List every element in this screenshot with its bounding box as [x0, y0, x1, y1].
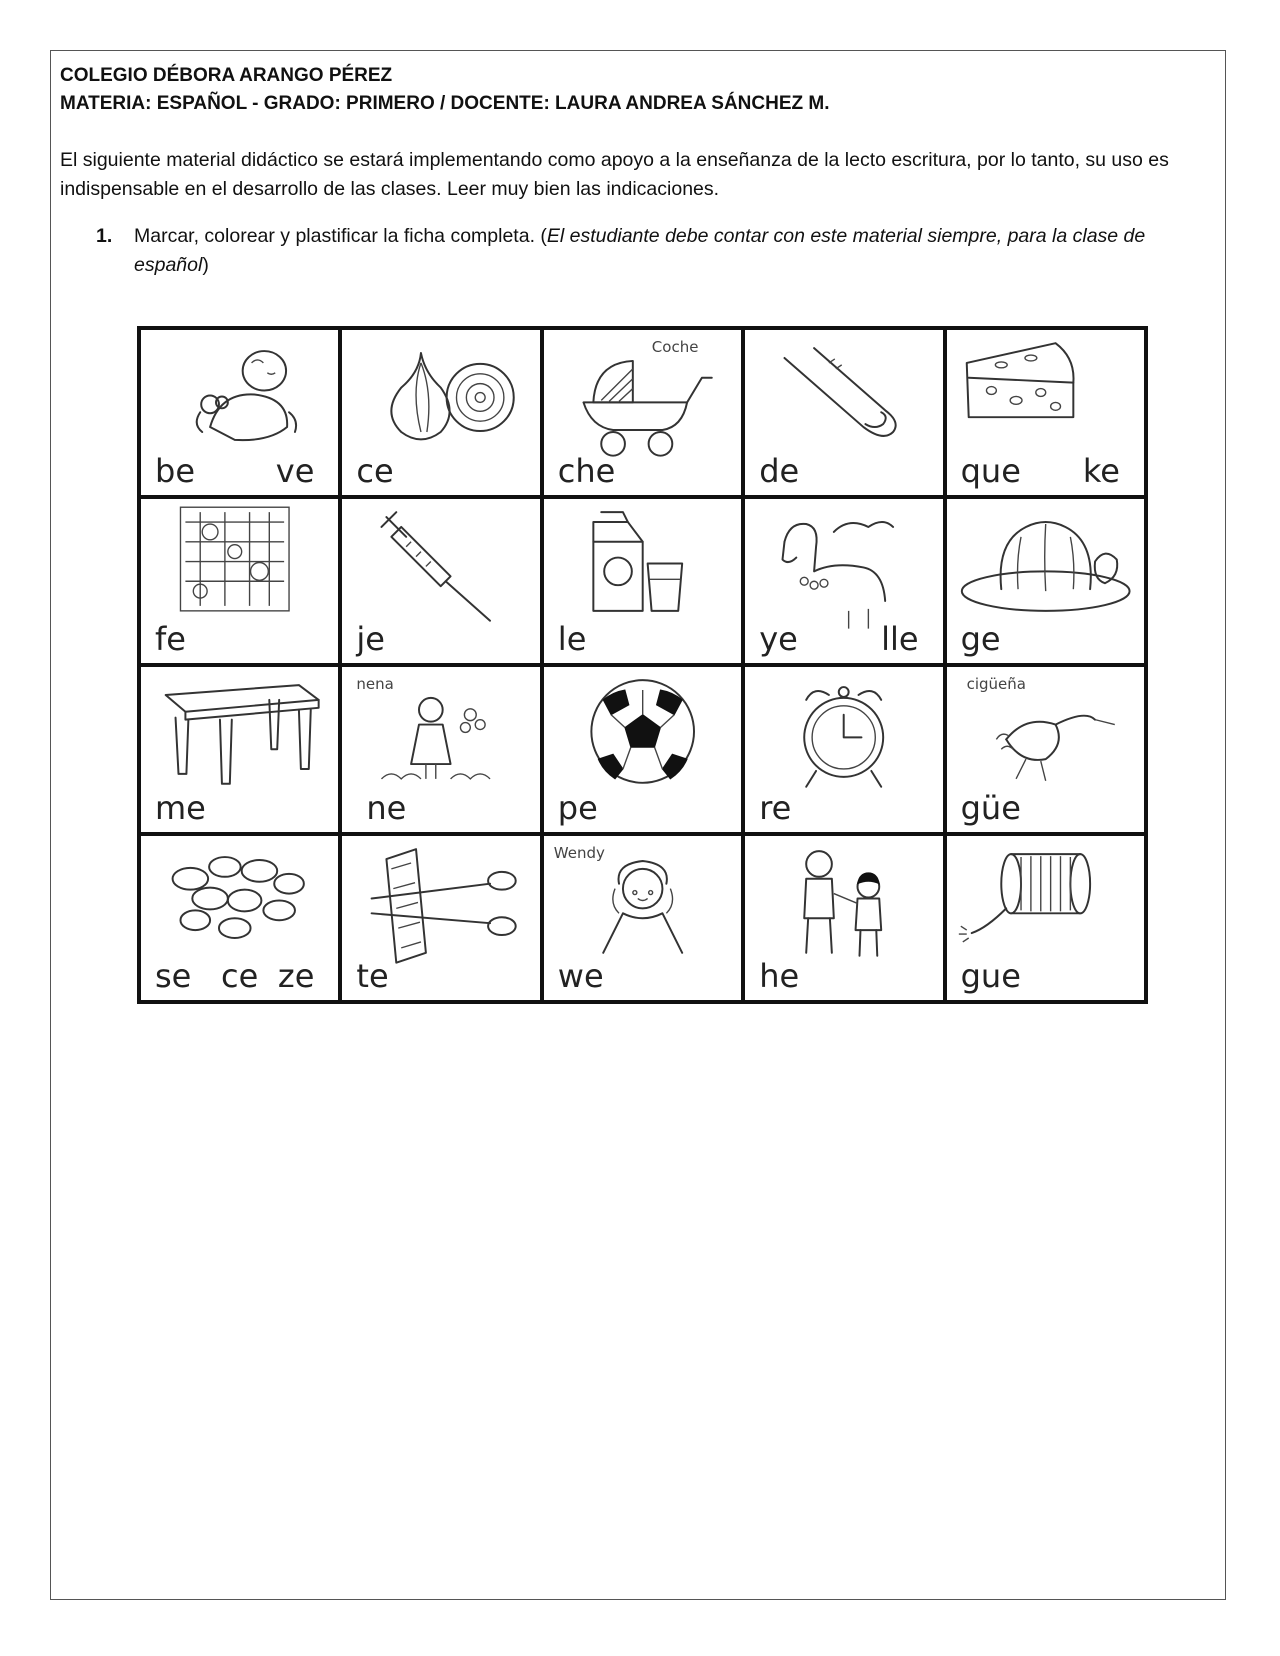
card-cell-que-ke [947, 330, 1144, 495]
card-cell-che [544, 330, 741, 495]
card-cell-je [342, 499, 539, 664]
syllable-ce: ce [356, 451, 394, 490]
card-cell-le [544, 499, 741, 664]
school-name: COLEGIO DÉBORA ARANGO PÉREZ [60, 65, 393, 86]
card-cell-be-ve [141, 330, 338, 495]
instruction-italic: El estudiante debe contar con este material siempre, para la clase de español [134, 225, 1146, 276]
document-header [60, 62, 830, 118]
card-cell-gue [947, 836, 1144, 1001]
syllable-gue: gue [960, 957, 1021, 995]
syllable-que: que [960, 451, 1021, 490]
syllable-me: me [155, 788, 206, 827]
syllable-ke: ke [1082, 451, 1120, 490]
syllable-je: je [356, 620, 385, 658]
card-cell-se-ce-ze [141, 836, 338, 1001]
syllable-che: che [557, 451, 616, 490]
syllable-ye: ye [759, 620, 798, 658]
syllable-te: te [356, 957, 389, 995]
card-cell-ye-lle [745, 499, 942, 664]
card-cell-pe [544, 667, 741, 832]
syllable-re: re [759, 788, 792, 827]
card-cell-gue-dieresis [947, 667, 1144, 832]
caption-ciguena: cigüeña [966, 675, 1026, 693]
card-cell-ne [342, 667, 539, 832]
syllable-he: he [759, 957, 800, 995]
syllable-pe: pe [557, 788, 598, 827]
syllable-we: we [557, 957, 604, 995]
card-cell-fe [141, 499, 338, 664]
caption-wendy: Wendy [553, 843, 605, 862]
card-cell-he [745, 836, 942, 1001]
card-cell-ge [947, 499, 1144, 664]
syllable-se: se [155, 957, 192, 995]
syllable-ge: ge [960, 620, 1001, 658]
instruction-number: 1. [96, 225, 113, 247]
intro-paragraph: El siguiente material didáctico se estará implementando como apoyo a la enseñanza de la lecto escritura, por lo tanto, su uso es indispensable en el desarrollo de las clases. Leer muy bien las indicaciones. [60, 149, 1169, 200]
instruction-item-1 [96, 222, 1220, 280]
caption-nena: nena [356, 675, 394, 693]
card-cell-ce [342, 330, 539, 495]
syllable-ve: ve [275, 451, 315, 490]
subject-line: MATERIA: ESPAÑOL - GRADO: PRIMERO / DOCENTE: LAURA ANDREA SÁNCHEZ M. [60, 93, 830, 114]
syllable-gue-dieresis: güe [960, 788, 1021, 827]
card-cell-re [745, 667, 942, 832]
card-cell-te [342, 836, 539, 1001]
card-cell-me [141, 667, 338, 832]
syllable-be: be [155, 451, 195, 490]
instruction-text: Marcar, colorear y plastificar la ficha completa. (El estudiante debe contar con este material siempre, para la clase de español) [134, 225, 1146, 276]
syllable-card [137, 326, 1148, 1004]
syllable-ze: ze [277, 957, 315, 995]
syllable-lle: lle [881, 620, 919, 658]
card-cell-we [544, 836, 741, 1001]
syllable-ce-2: ce [221, 957, 259, 995]
syllable-fe: fe [155, 620, 186, 658]
caption-coche: Coche [651, 338, 699, 356]
syllable-de: de [759, 451, 800, 490]
syllable-ne: ne [366, 788, 407, 827]
card-cell-de [745, 330, 942, 495]
syllable-le: le [557, 620, 587, 658]
